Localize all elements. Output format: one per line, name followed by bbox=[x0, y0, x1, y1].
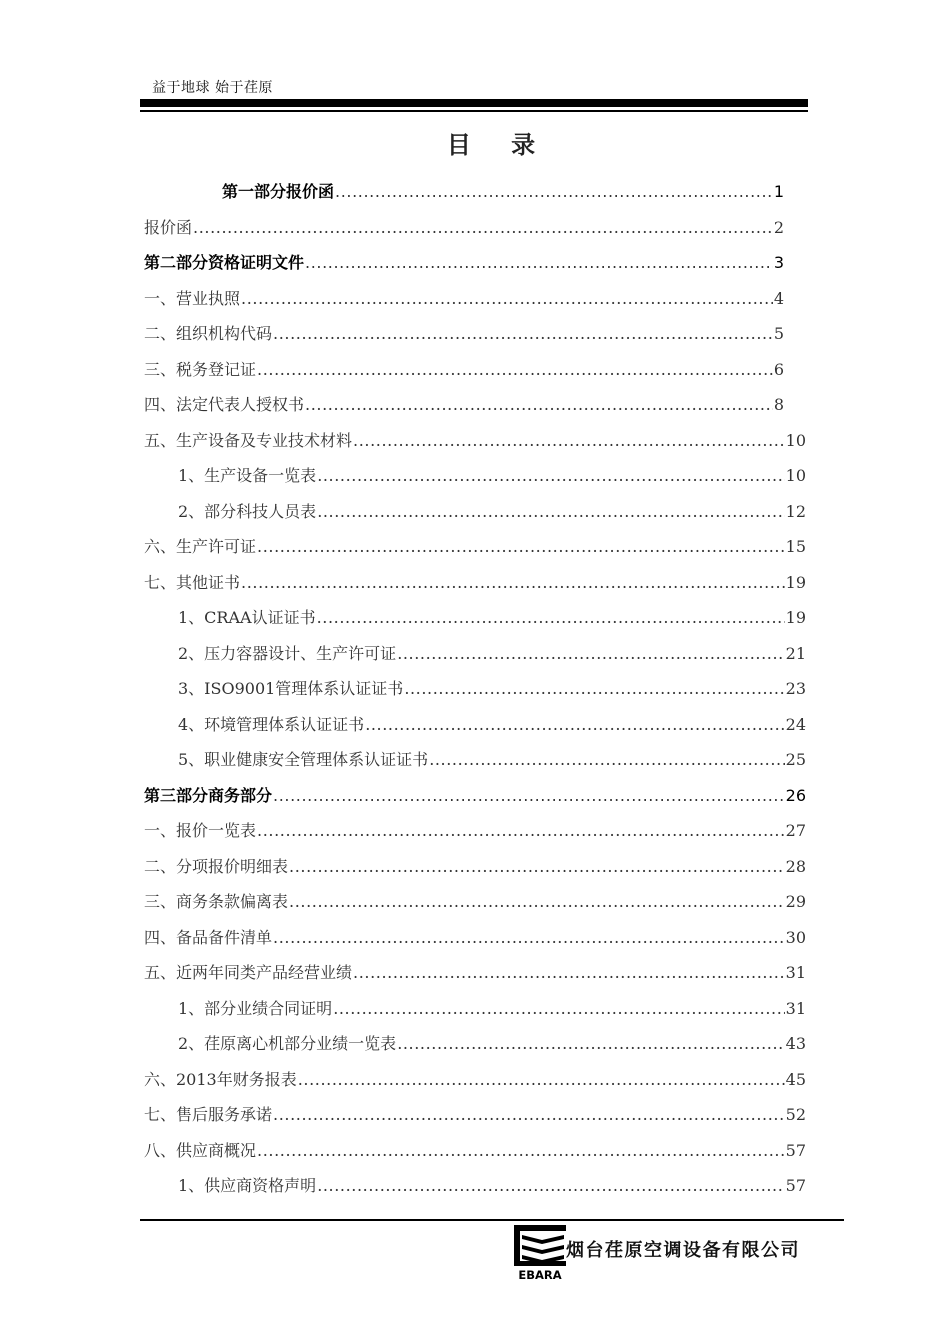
toc-entry-page: 45 bbox=[785, 1069, 806, 1089]
toc-entry-page: 1 bbox=[773, 182, 784, 201]
toc-entry-label: 六、2013年财务报表 bbox=[144, 1069, 297, 1089]
toc-entry-page: 19 bbox=[785, 572, 806, 592]
toc-entry[interactable] bbox=[144, 778, 806, 814]
toc-dot-leader bbox=[353, 955, 785, 991]
toc-entry-label: 1、供应商资格声明 bbox=[178, 1176, 317, 1195]
toc-entry[interactable] bbox=[144, 458, 806, 494]
toc-entry-page: 26 bbox=[785, 785, 806, 805]
page-title: 目 录 bbox=[446, 131, 552, 159]
toc-entry-page: 31 bbox=[785, 963, 806, 982]
toc-entry[interactable] bbox=[144, 281, 806, 317]
toc-entry-page: 52 bbox=[785, 1105, 806, 1124]
toc-dot-leader bbox=[317, 600, 785, 636]
toc-entry-label: 四、备品备件清单 bbox=[144, 927, 273, 947]
toc-entry-page: 8 bbox=[773, 395, 784, 414]
toc-entry[interactable] bbox=[144, 636, 806, 672]
toc-entry-page: 21 bbox=[785, 643, 806, 663]
toc-entry-page: 30 bbox=[785, 927, 806, 947]
toc-entry-label: 第三部分商务部分 bbox=[144, 785, 273, 805]
toc-entry-label: 1、部分业绩合同证明 bbox=[178, 998, 333, 1018]
toc-entry-page: 23 bbox=[785, 679, 806, 698]
toc-entry-label: 1、CRAA认证证书 bbox=[178, 608, 316, 627]
toc-entry-label: 二、分项报价明细表 bbox=[144, 856, 289, 876]
toc-entry-label: 一、报价一览表 bbox=[144, 821, 257, 840]
toc-entry[interactable] bbox=[144, 707, 806, 743]
toc-dot-leader bbox=[273, 920, 785, 956]
toc-entry[interactable] bbox=[144, 813, 806, 849]
toc-dot-leader bbox=[335, 174, 773, 210]
toc-dot-leader bbox=[257, 352, 773, 388]
toc-entry[interactable] bbox=[144, 565, 806, 601]
toc-dot-leader bbox=[273, 1097, 785, 1133]
toc-entry-label: 七、售后服务承诺 bbox=[144, 1105, 273, 1124]
toc-entry[interactable] bbox=[144, 849, 806, 885]
toc-entry-label: 报价函 bbox=[144, 217, 193, 237]
toc-entry[interactable] bbox=[144, 884, 806, 920]
toc-entry-page: 5 bbox=[773, 324, 784, 343]
toc-entry-page: 19 bbox=[785, 608, 806, 627]
toc-entry-page: 6 bbox=[773, 359, 784, 379]
toc-entry[interactable] bbox=[144, 955, 806, 991]
toc-dot-leader bbox=[353, 423, 785, 459]
toc-entry[interactable] bbox=[144, 387, 806, 423]
footer-rule bbox=[140, 1219, 844, 1221]
toc-entry-page: 10 bbox=[785, 466, 806, 485]
toc-dot-leader bbox=[429, 742, 784, 778]
toc-dot-leader bbox=[317, 1168, 784, 1204]
toc-entry[interactable] bbox=[144, 600, 806, 636]
toc-entry-page: 4 bbox=[773, 288, 784, 308]
toc-dot-leader bbox=[305, 245, 773, 281]
logo-text: EBARA bbox=[518, 1268, 562, 1281]
toc-entry[interactable] bbox=[144, 245, 806, 281]
toc-entry-page: 10 bbox=[785, 430, 806, 450]
toc-entry-page: 57 bbox=[785, 1176, 806, 1195]
toc-entry[interactable] bbox=[144, 423, 806, 459]
toc-entry-page: 24 bbox=[785, 714, 806, 734]
toc-entry-label: 2、压力容器设计、生产许可证 bbox=[178, 643, 397, 663]
header-rule-thin bbox=[140, 110, 808, 112]
toc-entry[interactable] bbox=[144, 210, 806, 246]
toc-dot-leader bbox=[305, 387, 773, 423]
toc-entry[interactable] bbox=[144, 1168, 806, 1204]
toc-entry[interactable] bbox=[144, 316, 806, 352]
toc-entry-label: 4、环境管理体系认证证书 bbox=[178, 714, 365, 734]
toc-entry-label: 2、荏原离心机部分业绩一览表 bbox=[178, 1034, 397, 1053]
toc-dot-leader bbox=[365, 707, 784, 743]
toc-entry-page: 29 bbox=[785, 892, 806, 911]
toc-dot-leader bbox=[257, 1133, 785, 1169]
toc-dot-leader bbox=[317, 458, 784, 494]
toc-entry[interactable] bbox=[144, 920, 806, 956]
toc-entry[interactable] bbox=[144, 991, 806, 1027]
toc-entry[interactable] bbox=[144, 529, 806, 565]
toc-entry-page: 3 bbox=[773, 253, 784, 272]
table-of-contents bbox=[144, 174, 806, 1204]
toc-entry-page: 25 bbox=[785, 750, 806, 769]
toc-dot-leader bbox=[289, 884, 785, 920]
toc-entry-label: 五、生产设备及专业技术材料 bbox=[144, 430, 353, 450]
toc-entry[interactable] bbox=[144, 352, 806, 388]
toc-entry-label: 六、生产许可证 bbox=[144, 537, 257, 556]
toc-entry-page: 31 bbox=[785, 998, 806, 1018]
toc-entry-label: 一、营业执照 bbox=[144, 288, 241, 308]
toc-entry-page: 43 bbox=[785, 1034, 806, 1053]
toc-entry-page: 57 bbox=[785, 1140, 806, 1160]
toc-entry[interactable] bbox=[144, 1133, 806, 1169]
toc-entry-page: 12 bbox=[785, 501, 806, 521]
toc-entry-label: 三、税务登记证 bbox=[144, 359, 257, 379]
toc-entry[interactable] bbox=[144, 742, 806, 778]
toc-entry-label: 5、职业健康安全管理体系认证证书 bbox=[178, 750, 429, 769]
toc-entry-page: 28 bbox=[785, 856, 806, 876]
toc-dot-leader bbox=[289, 849, 785, 885]
toc-entry-label: 3、ISO9001管理体系认证证书 bbox=[178, 679, 404, 698]
toc-dot-leader bbox=[241, 565, 785, 601]
toc-dot-leader bbox=[397, 1026, 784, 1062]
toc-entry-label: 五、近两年同类产品经营业绩 bbox=[144, 963, 353, 982]
toc-entry[interactable] bbox=[144, 1062, 806, 1098]
header-rule-thick bbox=[140, 99, 808, 107]
company-name: 烟台荏原空调设备有限公司 bbox=[566, 1240, 800, 1261]
toc-dot-leader bbox=[273, 316, 773, 352]
toc-entry[interactable] bbox=[144, 1097, 806, 1133]
toc-entry[interactable] bbox=[144, 1026, 806, 1062]
header-slogan: 益于地球 始于荏原 bbox=[152, 80, 273, 96]
toc-dot-leader bbox=[298, 1062, 785, 1098]
toc-dot-leader bbox=[257, 813, 785, 849]
toc-entry-label: 二、组织机构代码 bbox=[144, 324, 273, 343]
toc-dot-leader bbox=[273, 778, 785, 814]
toc-dot-leader bbox=[404, 671, 784, 707]
toc-entry-label: 第二部分资格证明文件 bbox=[144, 253, 305, 272]
toc-dot-leader bbox=[257, 529, 785, 565]
toc-entry-page: 2 bbox=[773, 217, 784, 237]
toc-entry-label: 2、部分科技人员表 bbox=[178, 501, 317, 521]
toc-entry-label: 四、法定代表人授权书 bbox=[144, 395, 305, 414]
toc-entry-label: 第一部分报价函 bbox=[222, 182, 335, 201]
toc-dot-leader bbox=[193, 210, 773, 246]
toc-entry[interactable] bbox=[144, 671, 806, 707]
toc-entry-label: 1、生产设备一览表 bbox=[178, 466, 317, 485]
toc-dot-leader bbox=[317, 494, 784, 530]
toc-entry-label: 八、供应商概况 bbox=[144, 1140, 257, 1160]
ebara-logo bbox=[512, 1223, 568, 1281]
toc-entry-label: 七、其他证书 bbox=[144, 572, 241, 592]
toc-entry[interactable] bbox=[144, 494, 806, 530]
toc-dot-leader bbox=[333, 991, 784, 1027]
toc-entry[interactable] bbox=[144, 174, 806, 210]
toc-dot-leader bbox=[397, 636, 784, 672]
toc-entry-page: 27 bbox=[785, 821, 806, 840]
toc-dot-leader bbox=[241, 281, 773, 317]
toc-entry-label: 三、商务条款偏离表 bbox=[144, 892, 289, 911]
toc-entry-page: 15 bbox=[785, 537, 806, 556]
